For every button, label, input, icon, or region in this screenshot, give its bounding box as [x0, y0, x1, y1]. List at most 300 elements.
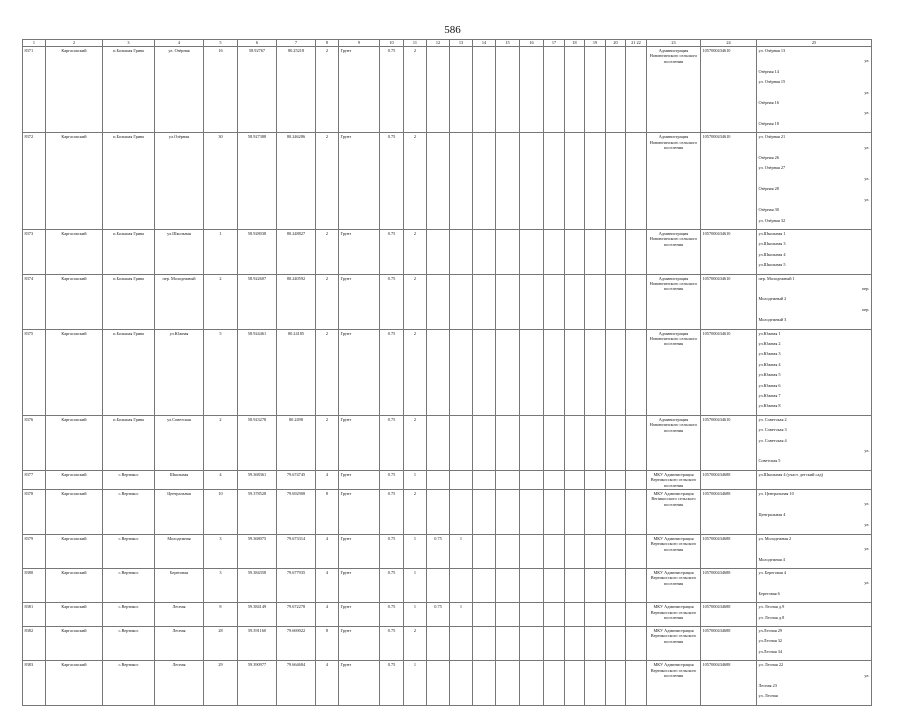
- address-line: Молодежный 2: [758, 296, 787, 302]
- cell-owner: Администрация Новоюгинского сельского поселения: [647, 47, 701, 133]
- cell-ogrn: 1057000434610: [701, 47, 757, 133]
- address-line: ул.: [864, 196, 870, 202]
- cell-house: 29: [204, 661, 238, 706]
- address-line: ул.Школьная 4: [758, 251, 786, 257]
- cell-house: 3: [204, 568, 238, 602]
- header-cell: 8: [316, 40, 339, 47]
- cell-empty: [520, 274, 544, 329]
- table-row: [23, 274, 872, 329]
- cell-cont: 1: [404, 661, 427, 706]
- cell-district: Каргасокский: [46, 568, 103, 602]
- cell-empty: [520, 626, 544, 660]
- cell-c14: [450, 568, 473, 602]
- cell-count: 8: [316, 626, 339, 660]
- cell-empty: [585, 133, 606, 230]
- cell-addresses: [757, 274, 872, 329]
- address-line: Молодежный 3: [758, 317, 787, 323]
- cell-street: Школьная: [155, 470, 204, 489]
- cell-area: 0.75: [380, 661, 404, 706]
- cell-empty: [585, 329, 606, 415]
- cell-n: 8382: [23, 626, 46, 660]
- cell-surface: Грунт: [339, 229, 380, 274]
- cell-empty: [496, 415, 520, 470]
- cell-settlement: с.Вертикос: [103, 661, 155, 706]
- cell-ogrn: 1057000434688: [701, 603, 757, 627]
- cell-street: Молодежная: [155, 534, 204, 568]
- cell-ogrn: 1057000434688: [701, 534, 757, 568]
- cell-lat: 59.384149: [238, 603, 277, 627]
- cell-count: 4: [316, 470, 339, 489]
- cell-addresses: [757, 470, 872, 489]
- address-line: ул.Лесная 29: [758, 627, 783, 633]
- table-row: [23, 626, 872, 660]
- cell-n: 8373: [23, 229, 46, 274]
- cell-house: 30: [204, 133, 238, 230]
- cell-empty: [544, 603, 565, 627]
- cell-c13: [427, 329, 450, 415]
- cell-cont: 1: [404, 603, 427, 627]
- cell-empty: [496, 229, 520, 274]
- cell-empty: [565, 568, 585, 602]
- cell-surface: Грунт: [339, 470, 380, 489]
- cell-empty: [585, 47, 606, 133]
- address-line: ул.: [864, 546, 870, 552]
- cell-district: Каргасокский: [46, 490, 103, 535]
- table-row: [23, 534, 872, 568]
- cell-ogrn: 1057000434688: [701, 661, 757, 706]
- cell-c13: [427, 490, 450, 535]
- table-row: [23, 490, 872, 535]
- header-cell: 9: [339, 40, 380, 47]
- cell-empty: [606, 534, 626, 568]
- cell-count: 4: [316, 661, 339, 706]
- cell-lat: 58.92767: [238, 47, 277, 133]
- cell-empty: [496, 470, 520, 489]
- cell-surface: Грунт: [339, 626, 380, 660]
- cell-empty: [520, 470, 544, 489]
- cell-lat: 58.923278: [238, 415, 277, 470]
- cell-empty: [496, 626, 520, 660]
- cell-owner: Администрация Новоюгинского сельского поселения: [647, 133, 701, 230]
- address-line: пер. Молодежный 1: [758, 275, 795, 281]
- cell-owner: МКУ Администрация Вертикосского сельского поселения: [647, 626, 701, 660]
- cell-empty: [520, 133, 544, 230]
- cell-addresses: [757, 661, 872, 706]
- address-line: ул.Школьная 5: [758, 262, 786, 268]
- cell-count: 2: [316, 47, 339, 133]
- cell-area: 0.75: [380, 274, 404, 329]
- cell-empty: [585, 534, 606, 568]
- cell-area: 0.75: [380, 603, 404, 627]
- address-line: Озёрная 16: [758, 100, 779, 106]
- address-line: ул.Южная 4: [758, 361, 781, 367]
- address-line: ул.Южная 1: [758, 330, 781, 336]
- cell-addresses: [757, 534, 872, 568]
- cell-addresses: [757, 490, 872, 535]
- cell-area: 0.75: [380, 568, 404, 602]
- cell-settlement: п.Большая Грива: [103, 133, 155, 230]
- cell-empty: [544, 415, 565, 470]
- cell-empty: [565, 603, 585, 627]
- address-line: ул.: [864, 58, 870, 64]
- header-cell: 23: [647, 40, 701, 47]
- address-line: Озёрная 14: [758, 68, 779, 74]
- cell-lat: 59.384358: [238, 568, 277, 602]
- cell-empty: [606, 329, 626, 415]
- cell-empty: [585, 229, 606, 274]
- address-line: Советская 5: [758, 458, 781, 464]
- cell-area: 0.75: [380, 534, 404, 568]
- cell-addresses: [757, 603, 872, 627]
- cell-district: Каргасокский: [46, 603, 103, 627]
- cell-surface: Грунт: [339, 603, 380, 627]
- cell-cont: 2: [404, 133, 427, 230]
- cell-empty: [626, 568, 647, 602]
- address-line: ул.: [864, 110, 870, 116]
- header-cell: 18: [565, 40, 585, 47]
- cell-cont: 2: [404, 47, 427, 133]
- cell-surface: Грунт: [339, 329, 380, 415]
- cell-cont: 2: [404, 329, 427, 415]
- address-line: ул.: [864, 175, 870, 181]
- address-line: ул. Лесная: [758, 693, 778, 699]
- cell-lon: 79.672278: [277, 603, 316, 627]
- cell-empty: [520, 229, 544, 274]
- cell-c13: [427, 47, 450, 133]
- cell-c14: [450, 47, 473, 133]
- address-line: ул. Озёрная 15: [758, 79, 786, 85]
- cell-empty: [606, 229, 626, 274]
- cell-lat: 58.922607: [238, 274, 277, 329]
- cell-empty: [544, 47, 565, 133]
- cell-empty: [606, 133, 626, 230]
- cell-n: 8374: [23, 274, 46, 329]
- cell-lat: 59.391160: [238, 626, 277, 660]
- cell-street: ул.Южная: [155, 329, 204, 415]
- cell-count: 2: [316, 415, 339, 470]
- cell-ogrn: 1057000434610: [701, 329, 757, 415]
- address-line: Озёрная 26: [758, 155, 779, 161]
- cell-street: ул.Озёрная: [155, 133, 204, 230]
- cell-surface: Грунт: [339, 534, 380, 568]
- address-line: ул. Советская 3: [758, 427, 787, 433]
- cell-cont: 1: [404, 534, 427, 568]
- cell-empty: [606, 415, 626, 470]
- address-line: Озёрная 30: [758, 207, 779, 213]
- cell-district: Каргасокский: [46, 534, 103, 568]
- cell-owner: Администрация Новоюгинского сельского поселения: [647, 415, 701, 470]
- address-line: Лесная 23: [758, 682, 777, 688]
- cell-house: 4: [204, 470, 238, 489]
- cell-n: 8377: [23, 470, 46, 489]
- cell-cont: 1: [404, 568, 427, 602]
- address-line: пер.: [862, 306, 870, 312]
- header-cell: 24: [701, 40, 757, 47]
- cell-settlement: с.Вертикос: [103, 490, 155, 535]
- cell-empty: [585, 626, 606, 660]
- header-cell: 7: [277, 40, 316, 47]
- cell-ogrn: 1057000434610: [701, 133, 757, 230]
- cell-c14: [450, 470, 473, 489]
- cell-empty: [585, 661, 606, 706]
- cell-district: Каргасокский: [46, 415, 103, 470]
- address-line: ул.Южная 2: [758, 340, 781, 346]
- address-line: ул. Озёрная 32: [758, 217, 786, 223]
- cell-empty: [473, 661, 496, 706]
- cell-district: Каргасокский: [46, 274, 103, 329]
- cell-empty: [520, 568, 544, 602]
- cell-empty: [565, 415, 585, 470]
- cell-settlement: с.Вертикос: [103, 568, 155, 602]
- table-row: [23, 568, 872, 602]
- cell-district: Каргасокский: [46, 626, 103, 660]
- cell-empty: [473, 133, 496, 230]
- cell-c13: 0.75: [427, 603, 450, 627]
- cell-c14: 1: [450, 534, 473, 568]
- header-cell: 6: [238, 40, 277, 47]
- header-cell: 11: [404, 40, 427, 47]
- cell-district: Каргасокский: [46, 329, 103, 415]
- table-row: [23, 47, 872, 133]
- cell-empty: [544, 626, 565, 660]
- cell-empty: [544, 490, 565, 535]
- cell-n: 8375: [23, 329, 46, 415]
- cell-c13: 0.75: [427, 534, 450, 568]
- cell-area: 0.75: [380, 229, 404, 274]
- cell-street: Береговая: [155, 568, 204, 602]
- cell-lon: 79.674745: [277, 470, 316, 489]
- cell-empty: [520, 47, 544, 133]
- address-line: ул. Центральная 10: [758, 491, 794, 497]
- cell-owner: МКУ Администрация Вертикосского сельского поселения: [647, 470, 701, 489]
- cell-count: 4: [316, 603, 339, 627]
- cell-area: 0.75: [380, 415, 404, 470]
- cell-empty: [496, 661, 520, 706]
- cell-empty: [520, 490, 544, 535]
- cell-lon: 80.246286: [277, 133, 316, 230]
- cell-empty: [473, 603, 496, 627]
- cell-empty: [565, 229, 585, 274]
- cell-empty: [626, 133, 647, 230]
- cell-empty: [520, 661, 544, 706]
- header-cell: 21 22: [626, 40, 647, 47]
- cell-empty: [473, 47, 496, 133]
- cell-house: 2: [204, 415, 238, 470]
- cell-empty: [473, 329, 496, 415]
- cell-empty: [473, 229, 496, 274]
- cell-house: 8: [204, 603, 238, 627]
- address-line: ул.Школьная 1: [758, 230, 786, 236]
- cell-empty: [626, 490, 647, 535]
- cell-owner: Администрация Новоюгинского сельского поселения: [647, 274, 701, 329]
- address-line: Центральная 4: [758, 511, 786, 517]
- cell-c13: [427, 133, 450, 230]
- address-line: ул. Озёрная 13: [758, 48, 786, 53]
- cell-owner: МКУ Администрация Вертикосского сельского поселения: [647, 568, 701, 602]
- address-line: Молодежная 4: [758, 556, 785, 562]
- address-line: ул. Лесная д.8: [758, 614, 785, 620]
- cell-c13: [427, 661, 450, 706]
- cell-c14: [450, 133, 473, 230]
- cell-empty: [585, 415, 606, 470]
- cell-empty: [520, 415, 544, 470]
- cell-c13: [427, 415, 450, 470]
- cell-surface: Грунт: [339, 133, 380, 230]
- cell-settlement: с.Вертикос: [103, 534, 155, 568]
- cell-empty: [565, 470, 585, 489]
- cell-empty: [585, 603, 606, 627]
- cell-area: 0.75: [380, 329, 404, 415]
- cell-lat: 59.378528: [238, 490, 277, 535]
- cell-empty: [520, 329, 544, 415]
- cell-empty: [544, 133, 565, 230]
- header-cell: 19: [585, 40, 606, 47]
- table-row: [23, 661, 872, 706]
- cell-addresses: [757, 229, 872, 274]
- cell-c13: [427, 568, 450, 602]
- address-line: ул. Молодежная 2: [758, 535, 792, 541]
- cell-ogrn: 1057000434610: [701, 274, 757, 329]
- cell-empty: [544, 661, 565, 706]
- cell-empty: [565, 534, 585, 568]
- cell-count: 4: [316, 534, 339, 568]
- address-line: ул.: [864, 89, 870, 95]
- cell-c14: [450, 229, 473, 274]
- cell-empty: [473, 568, 496, 602]
- cell-empty: [626, 274, 647, 329]
- cell-empty: [473, 490, 496, 535]
- cell-empty: [606, 47, 626, 133]
- table-row: [23, 470, 872, 489]
- cell-empty: [626, 415, 647, 470]
- cell-empty: [544, 229, 565, 274]
- cell-lon: 79.664684: [277, 661, 316, 706]
- cell-empty: [626, 470, 647, 489]
- cell-district: Каргасокский: [46, 229, 103, 274]
- address-line: ул.: [864, 144, 870, 150]
- cell-empty: [626, 329, 647, 415]
- address-line: ул.Южная 8: [758, 403, 781, 409]
- cell-owner: МКУ Администрация Вертикосского сельского поселения: [647, 534, 701, 568]
- cell-area: 0.75: [380, 490, 404, 535]
- cell-n: 8371: [23, 47, 46, 133]
- cell-district: Каргасокский: [46, 133, 103, 230]
- header-cell: 14: [473, 40, 496, 47]
- cell-lon: 79.677935: [277, 568, 316, 602]
- cell-empty: [606, 490, 626, 535]
- cell-lat: 59.368361: [238, 470, 277, 489]
- cell-c14: [450, 415, 473, 470]
- address-line: пер.: [862, 285, 870, 291]
- cell-district: Каргасокский: [46, 661, 103, 706]
- cell-empty: [544, 329, 565, 415]
- cell-district: Каргасокский: [46, 47, 103, 133]
- cell-n: 8383: [23, 661, 46, 706]
- cell-empty: [496, 47, 520, 133]
- cell-c13: [427, 229, 450, 274]
- cell-addresses: [757, 415, 872, 470]
- header-cell: 5: [204, 40, 238, 47]
- header-row: [23, 40, 872, 47]
- address-line: ул.Южная 7: [758, 393, 781, 398]
- address-line: ул.Южная 6: [758, 382, 781, 388]
- cell-street: ул.Советская: [155, 415, 204, 470]
- cell-empty: [565, 661, 585, 706]
- table-row: [23, 133, 872, 230]
- cell-empty: [626, 661, 647, 706]
- cell-empty: [496, 568, 520, 602]
- cell-street: Лесная: [155, 661, 204, 706]
- cell-ogrn: 1057000434610: [701, 415, 757, 470]
- cell-empty: [520, 534, 544, 568]
- table-row: [23, 603, 872, 627]
- cell-lon: 79.669022: [277, 626, 316, 660]
- cell-street: Лесная: [155, 626, 204, 660]
- cell-c13: [427, 274, 450, 329]
- cell-empty: [565, 329, 585, 415]
- cell-empty: [473, 470, 496, 489]
- cell-addresses: [757, 47, 872, 133]
- cell-empty: [626, 47, 647, 133]
- cell-count: 2: [316, 329, 339, 415]
- cell-c14: [450, 661, 473, 706]
- address-line: ул. Озёрная 21: [758, 134, 786, 140]
- cell-empty: [606, 661, 626, 706]
- cell-surface: Грунт: [339, 490, 380, 535]
- cell-cont: 2: [404, 415, 427, 470]
- address-line: ул.Лесная 32: [758, 638, 783, 644]
- cell-cont: 1: [404, 470, 427, 489]
- cell-house: 5: [204, 329, 238, 415]
- cell-count: 2: [316, 229, 339, 274]
- address-line: ул.: [864, 448, 870, 454]
- address-line: ул.: [864, 672, 870, 678]
- cell-empty: [473, 626, 496, 660]
- cell-empty: [565, 47, 585, 133]
- cell-empty: [626, 534, 647, 568]
- cell-addresses: [757, 626, 872, 660]
- cell-lat: 58.928038: [238, 229, 277, 274]
- cell-empty: [565, 274, 585, 329]
- address-line: ул.: [864, 580, 870, 586]
- cell-empty: [544, 534, 565, 568]
- cell-cont: 2: [404, 626, 427, 660]
- header-cell: 20: [606, 40, 626, 47]
- cell-ogrn: 1057000434688: [701, 490, 757, 535]
- cell-surface: Грунт: [339, 661, 380, 706]
- cell-area: 0.75: [380, 47, 404, 133]
- cell-empty: [473, 274, 496, 329]
- address-line: ул.Южная 5: [758, 372, 781, 378]
- address-line: ул. Лесная 22: [758, 662, 784, 668]
- cell-owner: МКУ Администрация Вертикосского сельского поселения: [647, 603, 701, 627]
- cell-empty: [565, 626, 585, 660]
- cell-count: 8: [316, 490, 339, 535]
- cell-area: 0.75: [380, 470, 404, 489]
- cell-owner: Администрация Новоюгинского сельского поселения: [647, 329, 701, 415]
- cell-house: 16: [204, 47, 238, 133]
- header-cell: 16: [520, 40, 544, 47]
- cell-addresses: [757, 329, 872, 415]
- address-line: ул. Лесная д.9: [758, 604, 785, 610]
- cell-empty: [565, 490, 585, 535]
- address-line: ул.: [864, 501, 870, 507]
- cell-ogrn: 1057000434688: [701, 568, 757, 602]
- cell-empty: [544, 568, 565, 602]
- cell-surface: Грунт: [339, 568, 380, 602]
- header-cell: 4: [155, 40, 204, 47]
- address-line: ул.: [864, 522, 870, 528]
